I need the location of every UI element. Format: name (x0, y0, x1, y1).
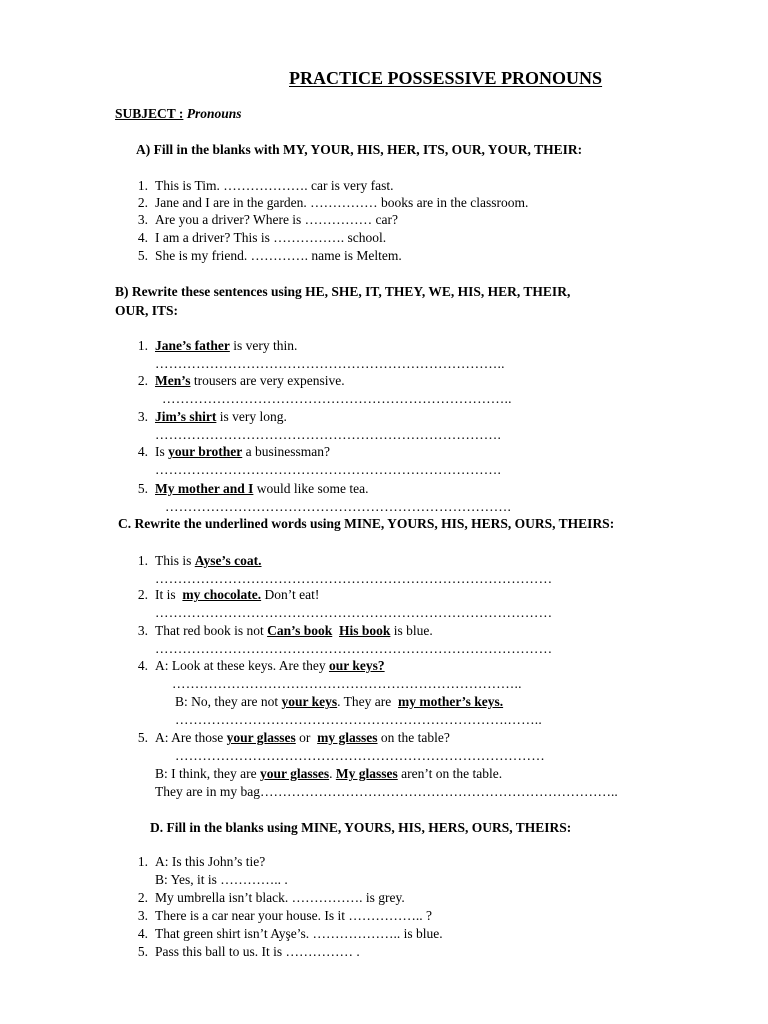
section-c-heading: C. Rewrite the underlined words using MINE, YOURS, HIS, HERS, OURS, THEIRS: (118, 516, 615, 531)
list-item: B: No, they are not your keys. They are my mother’s keys. (175, 694, 504, 709)
page-title: PRACTICE POSSESSIVE PRONOUNS (289, 68, 603, 88)
subject-label: SUBJECT : (115, 106, 184, 121)
list-item: They are in my bag…………………………………………………………………….. (155, 784, 618, 799)
answer-line: ……………………………………………………………….…….. (175, 712, 542, 727)
subject-line (115, 106, 242, 122)
section-a-heading: A) Fill in the blanks with MY, YOUR, HIS, HER, ITS, OUR, YOUR, THEIR: (136, 142, 583, 157)
answer-line: ………………………………………………………………….. (162, 391, 512, 406)
subject-value: Pronouns (186, 106, 242, 121)
answer-line: ………………………………………………………………….. (172, 676, 522, 691)
section-b-heading-line1: B) Rewrite these sentences using HE, SHE, IT, THEY, WE, HIS, HER, THEIR, (115, 284, 571, 299)
section-d-heading: D. Fill in the blanks using MINE, YOURS, HIS, HERS, OURS, THEIRS: (150, 820, 572, 835)
worksheet-page: PRACTICE POSSESSIVE PRONOUNS SUBJECT : Pronouns A) Fill in the blanks with MY, YOUR, HIS, HER, ITS, OUR, YOUR, THEIR: 1. This is Tim. ………………. car is very fast. 2. Jane and I are in the garden. …………… books are in the classroom. 3. Are you a driver? Where is …………… car? 4. I am a driver? This is ……………. school. 5. She is my friend. …………. name is Meltem. B) Rewrite these sentences using HE, SHE, IT, THEY, WE, HIS, HER, THEIR, OUR, ITS: 1. Jane’s father is very thin. ………………………………………………………………….. 2. Men’s trousers are very expensive. ………………………………………………………………….. 3. Jim’s shirt is very long. …………………………………………………………………. 4. Is your brother a businessman? …………………………………………………………………. 5. My mother and I would like some tea. …………………………………………………………………. C. Rewrite the underlined words using MINE, YOURS, HIS, HERS, OURS, THEIRS: 1. This is Ayse’s coat. …………………………………………………………………………… 2. It is my chocolate. Don’t eat! …………………………………………………………………………… 3. That red book is not Can’s book His book is blue. …………………………………………………………………………… 4. A: Look at these keys. Are they our keys? ………………………………………………………………….. B: No, they are not your keys. They are my mother’s keys. ……………………………………………………………….…….. 5. A: Are those your glasses or my glasses on the table? ……………………………………………………………………… B: I think, they are your glasses. My glasses aren’t on the table. They are in my bag…………………………………………………………………….. D. Fill in the blanks using MINE, YOURS, HIS, HERS, OURS, THEIRS: 1. A: Is this John’s tie? B: Yes, it is ………….. . 2. My umbrella isn’t black. ……………. is grey. 3. There is a car near your house. Is it …………….. ? 4. That green shirt isn’t Ayşe’s. ……………….. is blue. 5. Pass this ball to us. It is …………… . (115, 68, 618, 959)
list-item: B: I think, they are your glasses. My glasses aren’t on the table. (155, 766, 503, 781)
answer-line: …………………………………………………………………. (165, 499, 512, 514)
answer-line: …………………………………………………………………. (155, 427, 502, 442)
answer-line: …………………………………………………………………………… (155, 605, 553, 620)
answer-line: ………………………………………………………………….. (155, 356, 505, 371)
section-b-heading-line2: OUR, ITS: (115, 303, 179, 318)
answer-line: …………………………………………………………………. (155, 462, 502, 477)
answer-line: …………………………………………………………………………… (155, 571, 553, 586)
answer-line: …………………………………………………………………………… (155, 641, 553, 656)
answer-line: ……………………………………………………………………… (175, 748, 545, 763)
